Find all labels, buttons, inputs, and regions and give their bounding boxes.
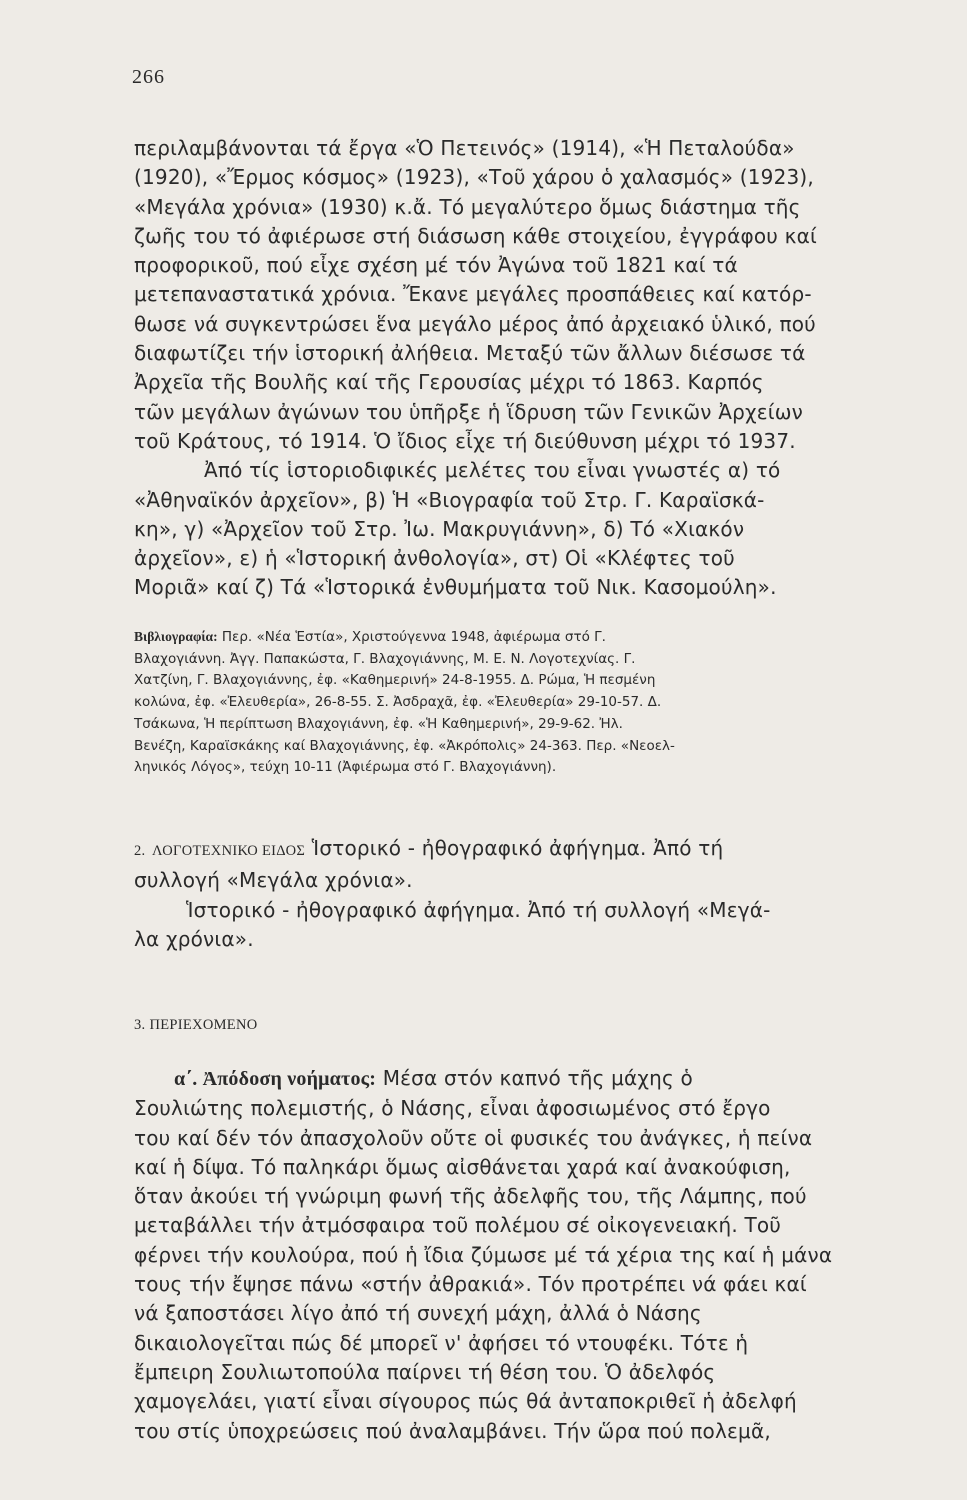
text-line: «Ἀθηναϊκόν ἀρχεῖον», β) Ἡ «Βιογραφία τοῦ Στρ. Γ. Καραϊσκά- — [134, 487, 765, 512]
text-line: θωσε νά συγκεντρώσει ἕνα μεγάλο μέρος ἀπό ἀρχειακό ὑλικό, πού — [134, 311, 816, 336]
text-line: Ἀρχεῖα τῆς Βουλῆς καί τῆς Γερουσίας μέχρι τό 1863. Καρπός — [134, 370, 764, 395]
bibliography — [134, 626, 934, 779]
text-line: ἀρχεῖον», ε) ἡ «Ἱστορική ἀνθολογία», στ) Οἱ «Κλέφτες τοῦ — [134, 546, 735, 571]
text-line: Ἀπό τίς ἱστοριοδιφικές μελέτες του εἶναι γνωστές α) τό — [204, 458, 781, 483]
bibliography-text: Περ. «Νέα Ἑστία», Χριστούγεννα 1948, ἀφιέρωμα στό Γ. — [221, 629, 606, 645]
text-line: μεταβάλλει τήν ἀτμόσφαιρα τοῦ πολέμου σέ οἰκογενειακή. Τοῦ — [134, 1213, 782, 1238]
section-title: ΛΟΓΟΤΕΧΝΙΚΟ ΕΙΔΟΣ — [152, 843, 306, 859]
text-line: «Μεγάλα χρόνια» (1930) κ.ἄ. Τό μεγαλύτερο ὅμως διάστημα τῆς — [134, 194, 801, 219]
text-line: του στίς ὑποχρεώσεις πού ἀναλαμβάνει. Τήν ὥρα πού πολεμᾶ, — [134, 1418, 771, 1443]
text-line: ζωῆς του τό ἀφιέρωσε στή διάσωση κάθε στοιχείου, ἐγγράφου καί — [134, 223, 817, 248]
text-line: νά ξαποστάσει λίγο ἀπό τή συνεχή μάχη, ἀλλά ὁ Νάσης — [134, 1301, 702, 1326]
section-heading-line — [134, 834, 934, 866]
page-number: 266 — [132, 66, 165, 88]
text-line: χαμογελάει, γιατί εἶναι σίγουρος πώς θά ἀνταποκριθεῖ ἡ ἀδελφή — [134, 1389, 797, 1414]
text-line: καί ἡ δίψα. Τό παληκάρι ὅμως αἰσθάνεται χαρά καί ἀνακούφιση, — [134, 1154, 791, 1179]
bibliography-line: Βλαχογιάννη. Ἀγγ. Παπακώστα, Γ. Βλαχογιάννης, Μ. Ε. Ν. Λογοτεχνίας. Γ. — [134, 650, 636, 667]
section-number: 3. — [134, 1017, 146, 1033]
text-line: φέρνει τήν κουλούρα, πού ἡ ἴδια ζύμωσε μέ τά χέρια της καί ἡ μάνα — [134, 1242, 833, 1267]
text-line: διαφωτίζει τήν ἱστορική ἀλήθεια. Μεταξύ τῶν ἄλλων διέσωσε τά — [134, 341, 806, 366]
text-line: Ἱστορικό - ἠθογραφικό ἀφήγημα. Ἀπό τή συλλογή «Μεγά- — [186, 897, 771, 922]
section-text: Ἱστορικό - ἠθογραφικό ἀφήγημα. Ἀπό τή — [311, 836, 724, 860]
text-line: προφορικοῦ, πού εἶχε σχέση μέ τόν Ἀγώνα τοῦ 1821 καί τά — [134, 253, 738, 278]
text-line: τῶν μεγάλων ἀγώνων του ὑπῆρξε ἡ ἵδρυση τῶν Γενικῶν Ἀρχείων — [134, 399, 804, 424]
bibliography-line: Χατζίνη, Γ. Βλαχογιάννης, ἐφ. «Καθημερινή» 24-8-1955. Δ. Ρώμα, Ἡ πεσμένη — [134, 672, 656, 689]
text-line: μετεπαναστατικά χρόνια. Ἔκανε μεγάλες προσπάθειες καί κατόρ- — [134, 282, 812, 307]
section-title: ΠΕΡΙΕΧΟΜΕΝΟ — [149, 1017, 258, 1033]
bibliography-line: κολώνα, ἐφ. «Ἐλευθερία», 26-8-55. Σ. Ἀσδραχᾶ, ἐφ. «Ἐλευθερία» 29-10-57. Δ. — [134, 694, 662, 711]
text-line: δικαιολογεῖται πώς δέ μπορεῖ ν' ἀφήσει τό ντουφέκι. Τότε ἡ — [134, 1330, 749, 1355]
text-line: λα χρόνια». — [134, 926, 254, 951]
main-paragraph — [134, 134, 934, 603]
text-line: ἔμπειρη Σουλιωτοπούλα παίρνει τή θέση του. Ὁ ἀδελφός — [134, 1359, 716, 1384]
bibliography-label: Βιβλιογραφία: — [134, 629, 218, 644]
text-line: Μοριᾶ» καί ζ) Τά «Ἱστορικά ἐνθυμήματα τοῦ Νικ. Κασομούλη». — [134, 575, 777, 600]
section-content-body — [134, 1064, 934, 1446]
section-content-heading — [134, 1016, 258, 1034]
text-line: τους τήν ἔψησε πάνω «στήν ἀθρακιά». Τόν προτρέπει νά φάει καί — [134, 1272, 807, 1297]
section-number: 2. — [134, 843, 146, 859]
text-line: κη», γ) «Ἀρχεῖον τοῦ Στρ. Ἰω. Μακρυγιάννη», δ) Τό «Χιακόν — [134, 516, 745, 541]
text-line: ὅταν ἀκούει τή γνώριμη φωνή τῆς ἀδελφῆς του, τῆς Λάμπης, πού — [134, 1184, 807, 1209]
bibliography-line: ληνικός Λόγος», τεύχη 10-11 (Ἀφιέρωμα στό Γ. Βλαχογιάννη). — [134, 759, 557, 776]
bibliography-line: Βενέζη, Καραϊσκάκης καί Βλαχογιάννης, ἐφ. «Ἀκρόπολις» 24-363. Περ. «Νεοελ- — [134, 737, 675, 754]
bibliography-first-line — [134, 626, 934, 649]
subsection-first-line — [134, 1064, 934, 1094]
text-line: περιλαμβάνονται τά ἔργα «Ὁ Πετεινός» (1914), «Ἡ Πεταλούδα» — [134, 136, 795, 160]
text-line: (1920), «Ἔρμος κόσμος» (1923), «Τοῦ χάρου ὁ χαλασμός» (1923), — [134, 165, 814, 190]
bibliography-line: Τσάκωνα, Ἡ περίπτωση Βλαχογιάννη, ἐφ. «Ἡ Καθημερινή», 29-9-62. Ἠλ. — [134, 715, 623, 732]
text-line: Σουλιώτης πολεμιστής, ὁ Νάσης, εἶναι ἀφοσιωμένος στό ἔργο — [134, 1096, 771, 1121]
text-line: συλλογή «Μεγάλα χρόνια». — [134, 868, 413, 893]
text-line: του καί δέν τόν ἀπασχολοῦν οὔτε οἱ φυσικές του ἀνάγκες, ἡ πείνα — [134, 1125, 813, 1150]
subsection-text: Μέσα στόν καπνό τῆς μάχης ὁ — [382, 1066, 693, 1090]
text-line: τοῦ Κράτους, τό 1914. Ὁ ἴδιος εἶχε τή διεύθυνση μέχρι τό 1937. — [134, 428, 796, 453]
subsection-label: α΄. Ἀπόδοση νοήματος: — [174, 1068, 377, 1090]
section-literary-genre — [134, 834, 934, 954]
